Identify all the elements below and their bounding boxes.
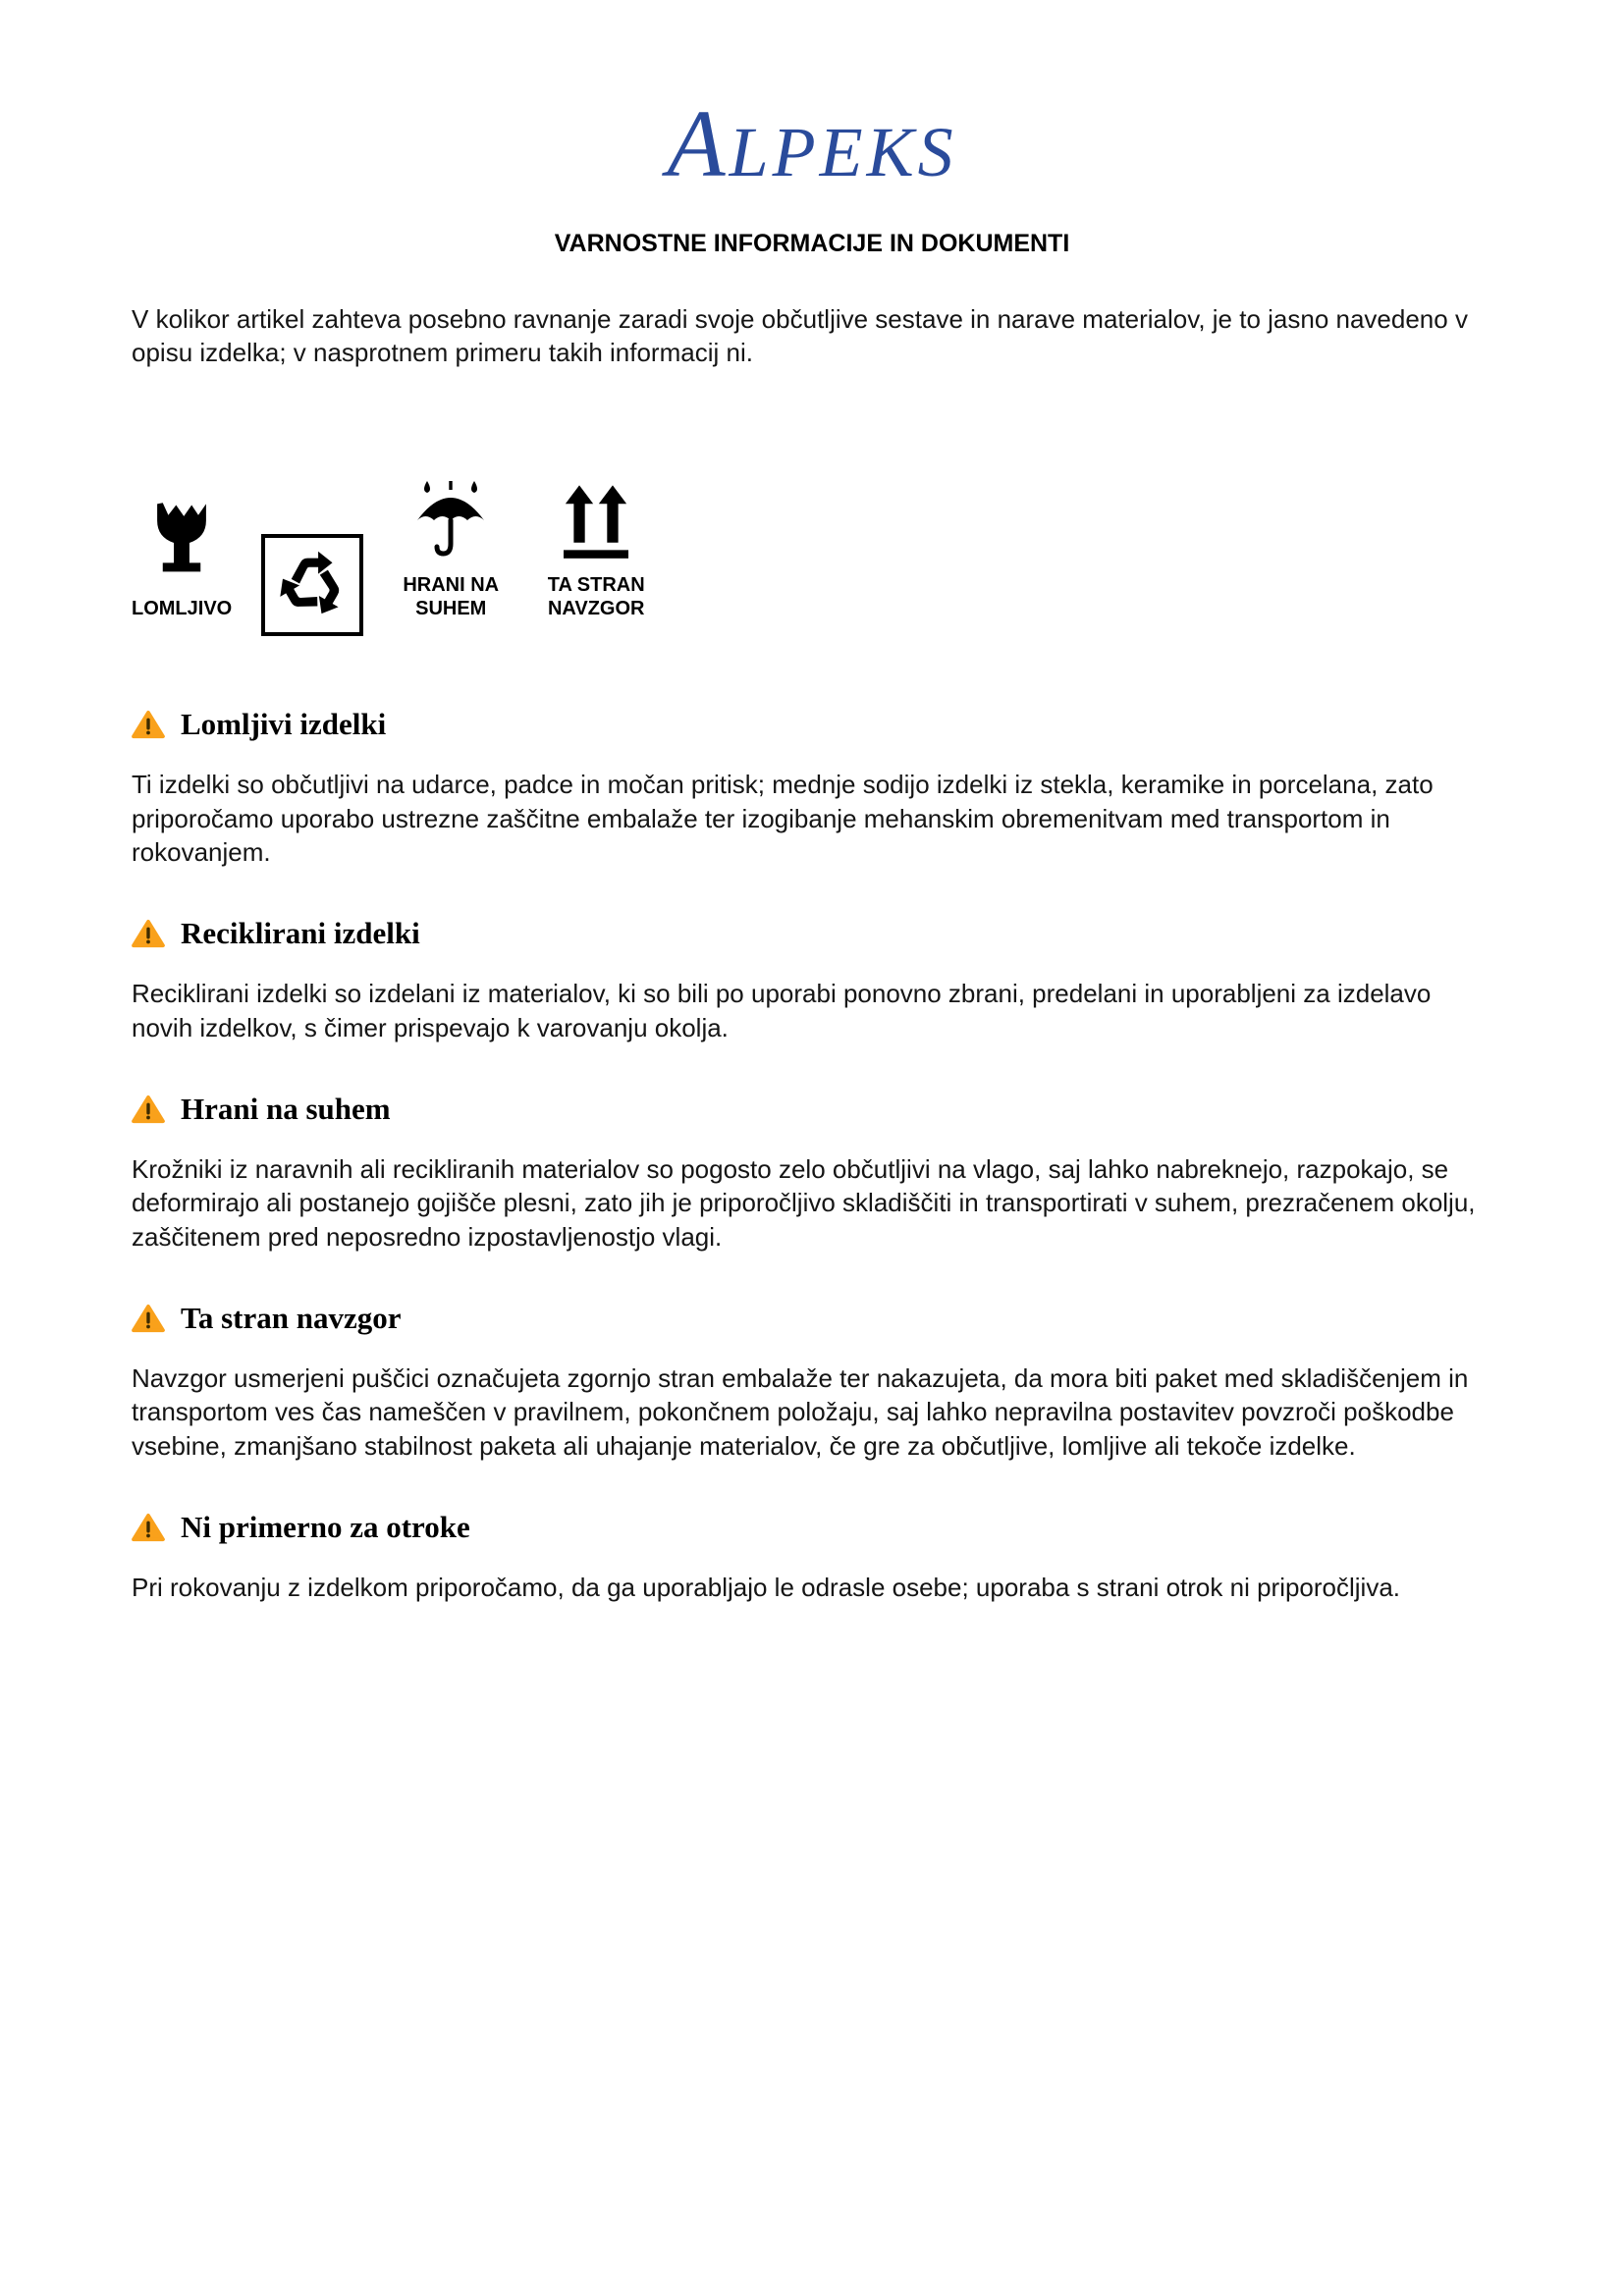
section-heading (132, 1510, 1492, 1545)
section-body: Ti izdelki so občutljivi na udarce, padce in močan pritisk; mednje sodijo izdelki iz stekla, keramike in porcelana, zato priporočamo uporabo ustrezne zaščitne embalaže ter izogibanje mehanskim obremenitvam med transportom in rokovanjem. (132, 770, 1434, 868)
section-heading (132, 1301, 1492, 1336)
section-not-for-children (132, 1510, 1492, 1604)
symbol-this-side-up (538, 452, 654, 620)
section-recycled-products (132, 916, 1492, 1044)
section-heading (132, 1092, 1492, 1127)
symbol-keep-dry (393, 452, 509, 620)
symbol-label-fragile: LOMLJIVO (132, 598, 233, 620)
packaging-symbols-row (132, 452, 1492, 620)
warning-triangle-icon (132, 1095, 165, 1124)
section-body: Navzgor usmerjeni puščici označujeta zgornjo stran embalaže ter nakazujeta, da mora biti paket med skladiščenjem in transportom ves čas nameščen v pravilnem, pokončnem položaju, saj lahko nepravilna postavitev povzroči poškodbe vsebine, zmanjšano stabilnost paketa ali uhajanje materialov, če gre za občutljive, lomljive ali tekoče izdelke. (132, 1362, 1469, 1461)
section-fragile-products (132, 707, 1492, 869)
document-title: VARNOSTNE INFORMACIJE IN DOKUMENTI (554, 229, 1070, 257)
symbol-label-this-side-up: TA STRAN NAVZGOR (547, 574, 645, 620)
company-logo: ALPEKS (667, 91, 957, 196)
section-heading-text: Ni primerno za otroke (181, 1509, 470, 1544)
section-heading (132, 707, 1492, 742)
info-sections (132, 707, 1492, 1604)
umbrella-keep-dry-icon (411, 452, 490, 561)
section-heading (132, 916, 1492, 951)
fragile-glass-icon (148, 475, 215, 585)
section-heading-text: Hrani na suhem (181, 1092, 391, 1126)
warning-triangle-icon (132, 710, 165, 739)
section-heading-text: Reciklirani izdelki (181, 916, 420, 951)
symbol-label-keep-dry: HRANI NA SUHEM (403, 574, 500, 620)
section-body: Pri rokovanju z izdelkom priporočamo, da ga uporabljajo le odrasle osebe; uporaba s strani otrok ni priporočljiva. (132, 1572, 1401, 1602)
warning-triangle-icon (132, 1304, 165, 1333)
section-this-side-up (132, 1301, 1492, 1463)
warning-triangle-icon (132, 919, 165, 948)
section-body: Krožniki iz naravnih ali recikliranih materialov so pogosto zelo občutljivi na vlago, saj lahko nabreknejo, razpokajo, se deformirajo ali postanejo gojišče plesni, zato jih je priporočljivo skladiščiti in transportirati v suhem, prezračenem okolju, zaščitenem pred neposredno izpostavljenostjo vlagi. (132, 1154, 1476, 1252)
recycle-icon (261, 534, 363, 636)
section-body: Reciklirani izdelki so izdelani iz materialov, ki so bili po uporabi ponovno zbrani, predelani in uporabljeni za izdelavo novih izdelkov, s čimer prispevajo k varovanju okolja. (132, 979, 1432, 1042)
section-heading-text: Lomljivi izdelki (181, 707, 387, 742)
this-side-up-icon (564, 452, 628, 561)
section-keep-dry (132, 1092, 1492, 1254)
symbol-recycle (261, 518, 363, 620)
section-heading-text: Ta stran navzgor (181, 1300, 402, 1335)
symbol-fragile (132, 475, 232, 620)
intro-paragraph: V kolikor artikel zahteva posebno ravnanje zaradi svoje občutljive sestave in narave materialov, je to jasno navedeno v opisu izdelka; v nasprotnem primeru takih informacij ni. (132, 303, 1468, 367)
warning-triangle-icon (132, 1513, 165, 1542)
